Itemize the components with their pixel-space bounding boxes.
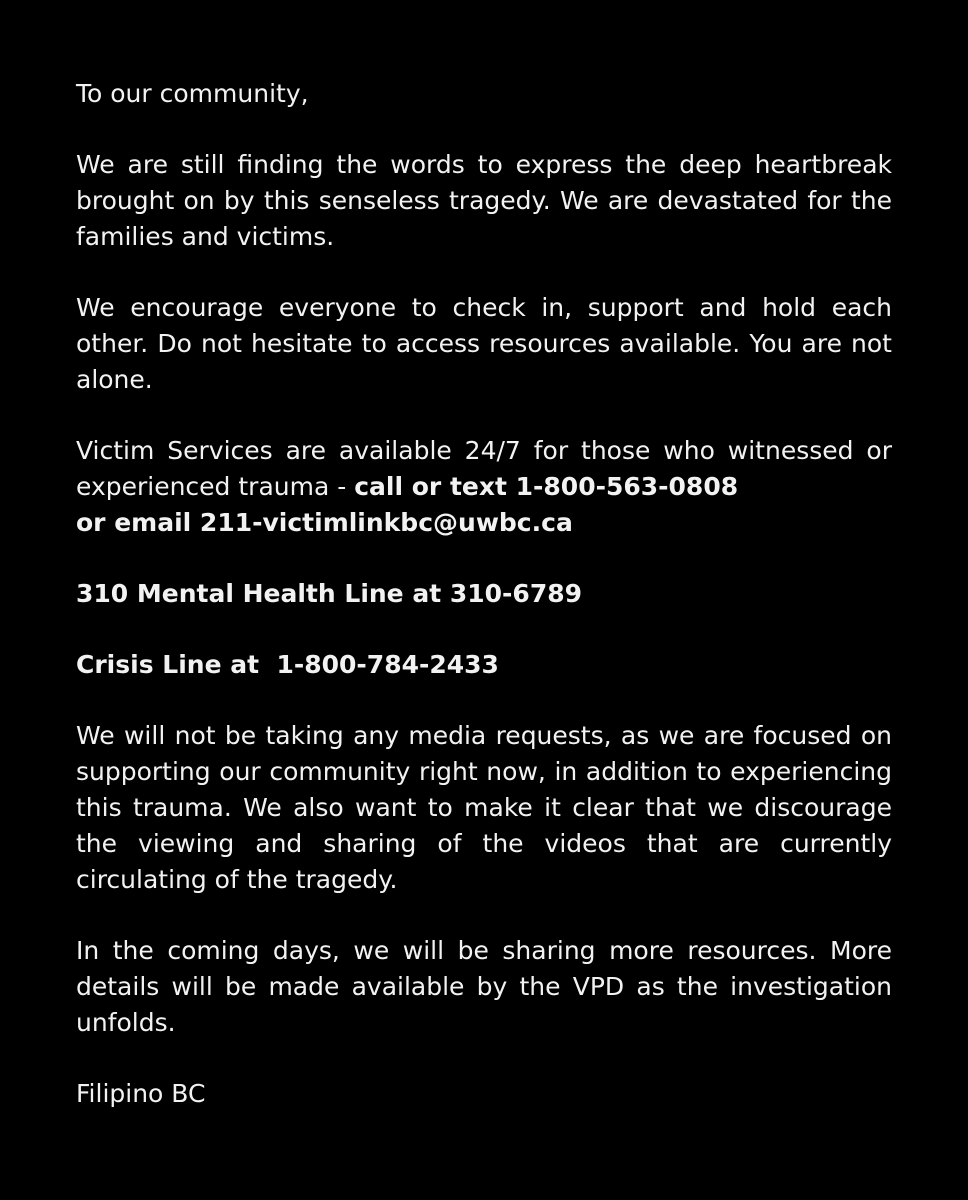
paragraph-victim-services	[76, 433, 892, 541]
victim-services-email: or email 211-victimlinkbc@uwbc.ca	[76, 508, 573, 537]
victim-services-phone: call or text 1-800-563-0808	[354, 472, 739, 501]
paragraph-heartbreak: We are still finding the words to express the deep heartbreak brought on by this senseless tragedy. We are devastated for the families and victims.	[76, 150, 892, 251]
paragraph-encourage: We encourage everyone to check in, support and hold each other. Do not hesitate to access resources available. You are not alone.	[76, 293, 892, 394]
victim-services-text: Victim Services are available 24/7 for those who witnessed or experienced trauma -	[76, 436, 892, 501]
statement-letter	[76, 76, 892, 1147]
salutation: To our community,	[76, 79, 309, 108]
crisis-line: Crisis Line at 1-800-784-2433	[76, 650, 499, 679]
mental-health-line: 310 Mental Health Line at 310-6789	[76, 579, 583, 608]
paragraph-coming-days: In the coming days, we will be sharing more resources. More details will be made available by the VPD as the investigation unfolds.	[76, 936, 892, 1037]
paragraph-media-requests: We will not be taking any media requests, as we are focused on supporting our community right now, in addition to experiencing this trauma. We also want to make it clear that we discourage the viewing and sharing of the videos that are currently circulating of the tragedy.	[76, 721, 892, 894]
signature: Filipino BC	[76, 1079, 206, 1108]
